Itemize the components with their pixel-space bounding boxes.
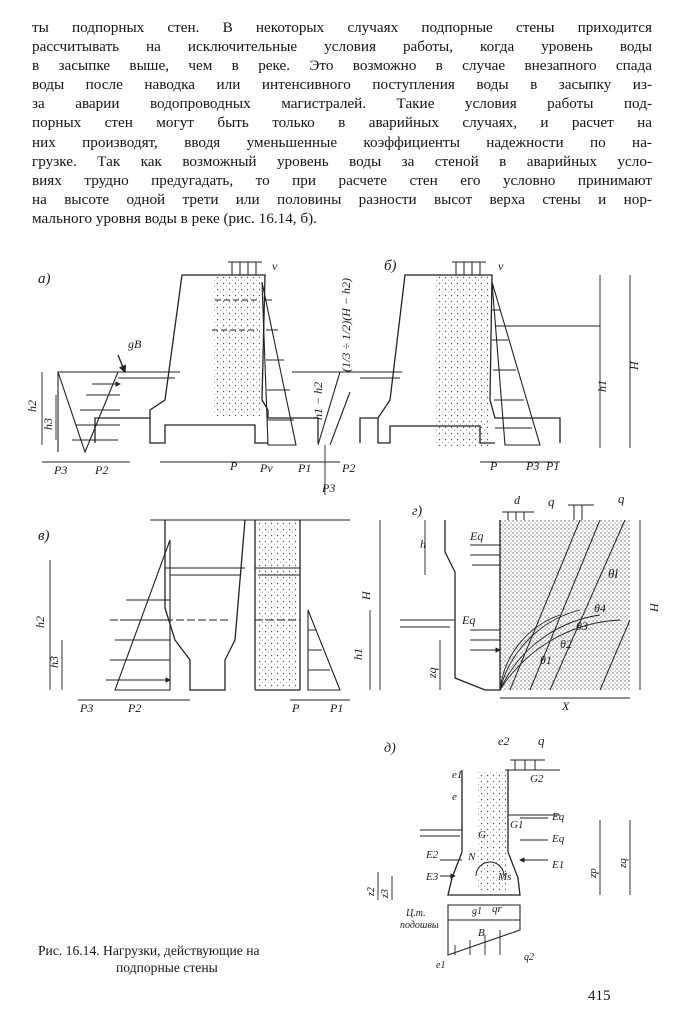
label-Eq-bottom: Eq — [462, 613, 476, 627]
label-h3-v: h3 — [47, 656, 61, 668]
label-e2: e2 — [498, 734, 510, 748]
label-E1: E1 — [552, 859, 565, 871]
panel-a — [25, 259, 360, 495]
label-v: v — [272, 259, 278, 273]
label-G: G — [478, 829, 486, 841]
text-line: виях трудно предугадать, то при расчете стен его условно принимают — [32, 171, 652, 189]
page-number: 415 — [588, 988, 611, 1004]
label-h3: h3 — [41, 418, 55, 430]
label-v-b: v — [498, 259, 504, 273]
label-e1: e1 — [452, 769, 463, 781]
label-Pv: Pv — [260, 461, 273, 475]
label-d: d — [514, 493, 520, 507]
wall-a-foundation — [150, 418, 268, 443]
label-P2-right: P2 — [342, 461, 356, 475]
label-gB: gB — [128, 337, 142, 351]
label-center-gravity: Ц.т. — [406, 908, 426, 919]
text-line: воды после наводка или интенсивного поступления воды в засыпку из- — [32, 76, 652, 94]
label-theta1: θ1 — [540, 653, 552, 667]
wall-v-left — [165, 520, 245, 690]
caption-line: подпорные стены — [116, 960, 218, 975]
label-G2: G2 — [530, 773, 544, 785]
label-H-b: H — [627, 361, 641, 370]
label-P2: P2 — [95, 463, 109, 477]
label-H-v: H — [359, 591, 373, 600]
label-P-v: P — [292, 701, 300, 715]
label-q2: q — [618, 491, 625, 506]
wall-a-outline — [95, 275, 318, 443]
label-N: N — [468, 851, 476, 863]
text-line: на высоте одной трети или половины разности высот верха стены и нор- — [32, 190, 652, 208]
label-Ms: Ms — [498, 871, 512, 883]
text-line: грузке. Так как возможный уровень воды за стеной в аварийных усло- — [32, 152, 652, 170]
label-P-b: P — [490, 459, 498, 473]
panel-g-tag: г) — [412, 504, 423, 519]
label-zq-g: zq — [425, 667, 439, 678]
label-P2-v: P2 — [128, 701, 142, 715]
label-B: B — [478, 927, 485, 939]
label-q1: q — [548, 494, 555, 509]
panel-v — [33, 520, 380, 715]
label-G1: G1 — [510, 819, 524, 831]
label-h2-v: h2 — [33, 616, 47, 628]
label-X: X — [562, 699, 570, 713]
label-q-d: q — [538, 733, 545, 748]
label-q2-bottom: q2 — [524, 952, 534, 963]
label-Eq-d1: Eq — [552, 811, 565, 823]
label-P3-right: P3 — [322, 481, 336, 495]
caption-line: Рис. 16.14. Нагрузки, действующие на — [38, 943, 260, 958]
panel-b-tag: б) — [384, 258, 397, 274]
panel-a-tag: а) — [38, 271, 51, 287]
text-line: за аварии водопроводных магистралей. Такие условия работы под- — [32, 95, 652, 113]
panel-v-tag: в) — [38, 528, 50, 544]
label-thetal: θl — [608, 566, 618, 581]
label-E3: E3 — [426, 871, 439, 883]
label-z2: z2 — [366, 887, 377, 896]
figure-caption — [38, 942, 308, 976]
label-P3-b: P3 — [526, 459, 540, 473]
label-Eq-d2: Eq — [552, 833, 565, 845]
text-line: ты подпорных стен. В некоторых случаях подпорные стены приходится — [32, 19, 652, 36]
label-Eq-top: Eq — [470, 529, 484, 543]
label-P3: P3 — [54, 463, 68, 477]
text-line: рассчитывать на исключительные условия работы, когда уровень воды — [32, 38, 652, 56]
label-P1-b: P1 — [546, 459, 560, 473]
label-P3-v: P3 — [80, 701, 94, 715]
label-h1-v: h1 — [351, 648, 365, 660]
label-theta3: θ3 — [576, 619, 588, 633]
panel-d — [366, 733, 630, 971]
label-zq-d: zq — [617, 858, 629, 868]
panel-d-tag: д) — [384, 741, 396, 756]
label-e1-bottom: e1 — [436, 960, 446, 971]
label-H-g: H — [647, 603, 661, 612]
label-P1: P1 — [298, 461, 312, 475]
label-podoshvy: подошвы — [400, 920, 439, 931]
label-theta2: θ2 — [560, 637, 572, 651]
text-line: в засыпке выше, чем в реке. Это возможно в случае внезапного спада — [32, 57, 652, 75]
text-line: них производят, вводя уменьшенные коэффициенты надежности по на- — [32, 133, 652, 151]
label-h1-b: h1 — [595, 380, 609, 392]
panel-g — [400, 491, 661, 713]
label-zp: zp — [587, 868, 599, 878]
label-z3: z3 — [380, 889, 391, 898]
text-line: мального уровня воды в реке (рис. 16.14, б). — [32, 209, 317, 227]
label-h2: h2 — [25, 400, 39, 412]
text-line: порных стен могут быть только в аварийных случаях, и расчет на — [32, 114, 652, 132]
label-fraction: (1/3 ÷ 1/2)(H − h2) — [339, 277, 353, 372]
label-P1-v: P1 — [330, 701, 344, 715]
label-h-g: h — [420, 537, 426, 551]
label-E2: E2 — [426, 849, 439, 861]
label-qr: qr — [492, 903, 502, 915]
label-P: P — [230, 459, 238, 473]
panel-b — [339, 258, 641, 473]
label-theta4: θ4 — [594, 601, 606, 615]
label-g1: g1 — [472, 906, 482, 917]
wall-g-outline — [445, 520, 500, 690]
label-e: e — [452, 791, 457, 803]
label-h1-h2: h1 − h2 — [311, 381, 325, 420]
